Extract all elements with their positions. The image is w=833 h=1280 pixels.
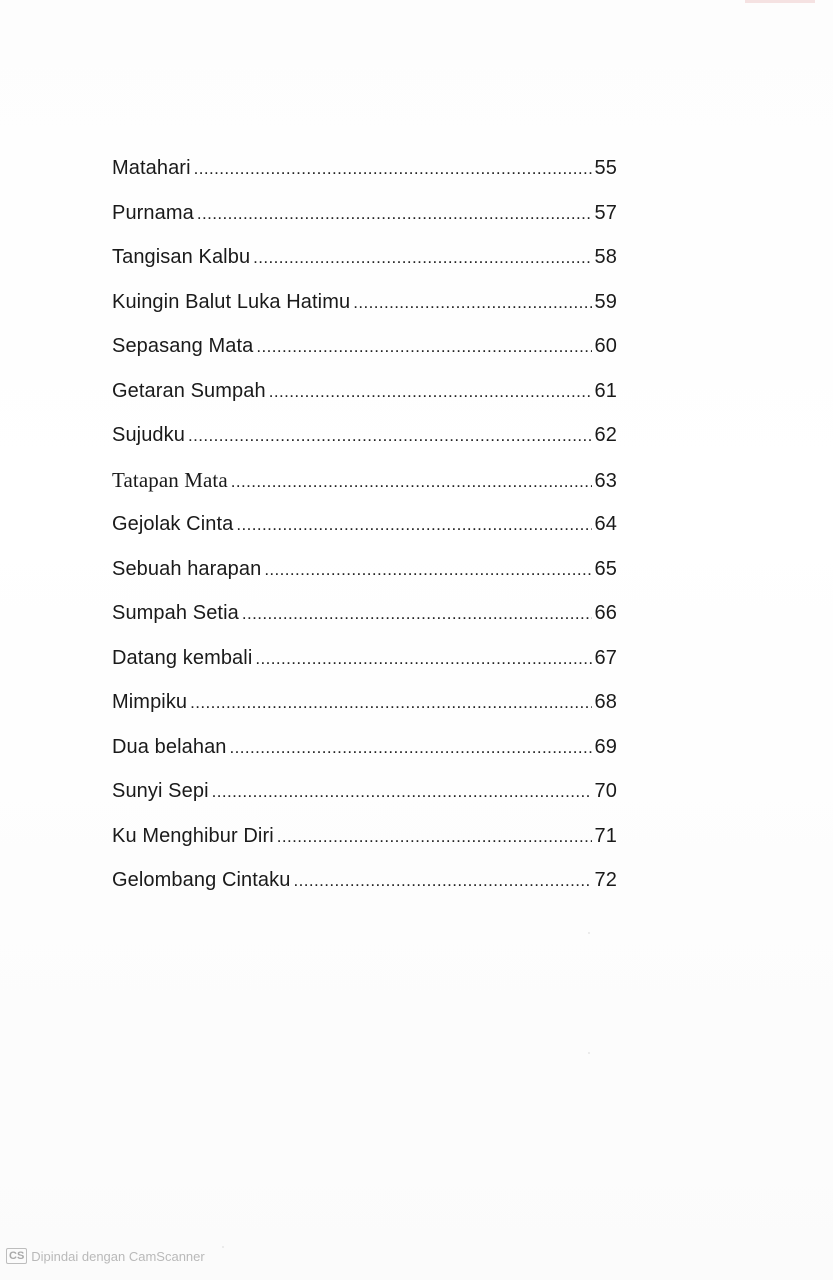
scanner-watermark-text: Dipindai dengan CamScanner <box>31 1248 205 1264</box>
toc-entry-page: 66 <box>594 602 617 624</box>
toc-entry <box>112 862 617 907</box>
toc-entry-title: Tatapan Mata <box>112 467 228 492</box>
toc-entry-page: 72 <box>594 869 617 891</box>
toc-entry <box>112 818 617 863</box>
dot-leader <box>230 730 592 766</box>
toc-entry-page: 65 <box>594 557 617 580</box>
toc-entry-page: 60 <box>594 335 617 357</box>
toc-entry <box>112 551 617 596</box>
dot-leader <box>264 552 591 588</box>
toc-entry-title: Mimpiku <box>112 691 188 713</box>
scanner-watermark <box>6 1248 205 1264</box>
toc-entry-page: 67 <box>594 646 617 669</box>
toc-entry <box>112 150 617 195</box>
toc-entry <box>112 239 617 284</box>
toc-entry-page: 57 <box>594 201 617 224</box>
dot-leader <box>197 196 592 232</box>
dot-leader <box>269 374 592 410</box>
toc-entry-page: 69 <box>594 735 617 758</box>
toc-entry-title: Purnama <box>112 201 194 224</box>
toc-entry-title: Sepasang Mata <box>112 335 254 357</box>
toc-entry-title: Sebuah harapan <box>112 557 262 580</box>
dot-leader <box>255 641 591 677</box>
toc-entry-title: Kuingin Balut Luka Hatimu <box>112 290 351 313</box>
toc-entry-page: 71 <box>594 824 617 847</box>
toc-entry <box>112 506 617 551</box>
page-edge-mark <box>745 0 815 3</box>
scan-speck <box>222 1246 224 1248</box>
dot-leader <box>242 596 592 632</box>
toc-entry <box>112 773 617 818</box>
toc-entry <box>112 595 617 640</box>
toc-entry-page: 58 <box>594 246 617 268</box>
toc-entry <box>112 195 617 240</box>
scan-speck <box>588 932 590 934</box>
toc-entry-title: Sujudku <box>112 424 185 446</box>
dot-leader <box>293 863 591 899</box>
toc-entry-title: Ku Menghibur Diri <box>112 824 274 847</box>
dot-leader <box>190 685 591 721</box>
dot-leader <box>256 329 591 365</box>
toc-entry <box>112 729 617 774</box>
toc-entry-title: Gejolak Cinta <box>112 513 234 535</box>
dot-leader <box>194 151 592 187</box>
dot-leader <box>231 464 592 500</box>
toc-entry-page: 70 <box>594 780 617 802</box>
toc-entry <box>112 684 617 729</box>
dot-leader <box>353 285 591 321</box>
scan-speck <box>588 1052 590 1054</box>
toc-entry-page: 64 <box>594 513 617 535</box>
toc-entry <box>112 284 617 329</box>
dot-leader <box>277 819 592 855</box>
dot-leader <box>188 418 592 454</box>
toc-entry-title: Datang kembali <box>112 646 253 669</box>
camscanner-logo: CS <box>6 1248 27 1264</box>
dot-leader <box>212 774 592 810</box>
toc-entry-title: Sunyi Sepi <box>112 780 209 802</box>
toc-entry <box>112 640 617 685</box>
dot-leader <box>253 240 591 276</box>
toc-entry-page: 63 <box>594 469 617 492</box>
dot-leader <box>236 507 591 543</box>
toc-entry-title: Tangisan Kalbu <box>112 246 251 268</box>
toc-entry-page: 55 <box>594 157 617 179</box>
toc-entry-page: 62 <box>594 424 617 446</box>
toc-entry-page: 59 <box>594 290 617 313</box>
toc-entry-title: Getaran Sumpah <box>112 379 266 402</box>
toc-entry-title: Sumpah Setia <box>112 602 239 624</box>
toc-entry-page: 61 <box>594 379 617 402</box>
toc-entry <box>112 417 617 462</box>
toc-entry-title: Dua belahan <box>112 735 227 758</box>
toc-entry-title: Matahari <box>112 157 191 179</box>
toc-entry-title: Gelombang Cintaku <box>112 869 291 891</box>
toc-entry <box>112 328 617 373</box>
toc-entry-page: 68 <box>594 691 617 713</box>
toc-entry <box>112 462 617 507</box>
toc-entry <box>112 373 617 418</box>
table-of-contents <box>112 150 617 907</box>
